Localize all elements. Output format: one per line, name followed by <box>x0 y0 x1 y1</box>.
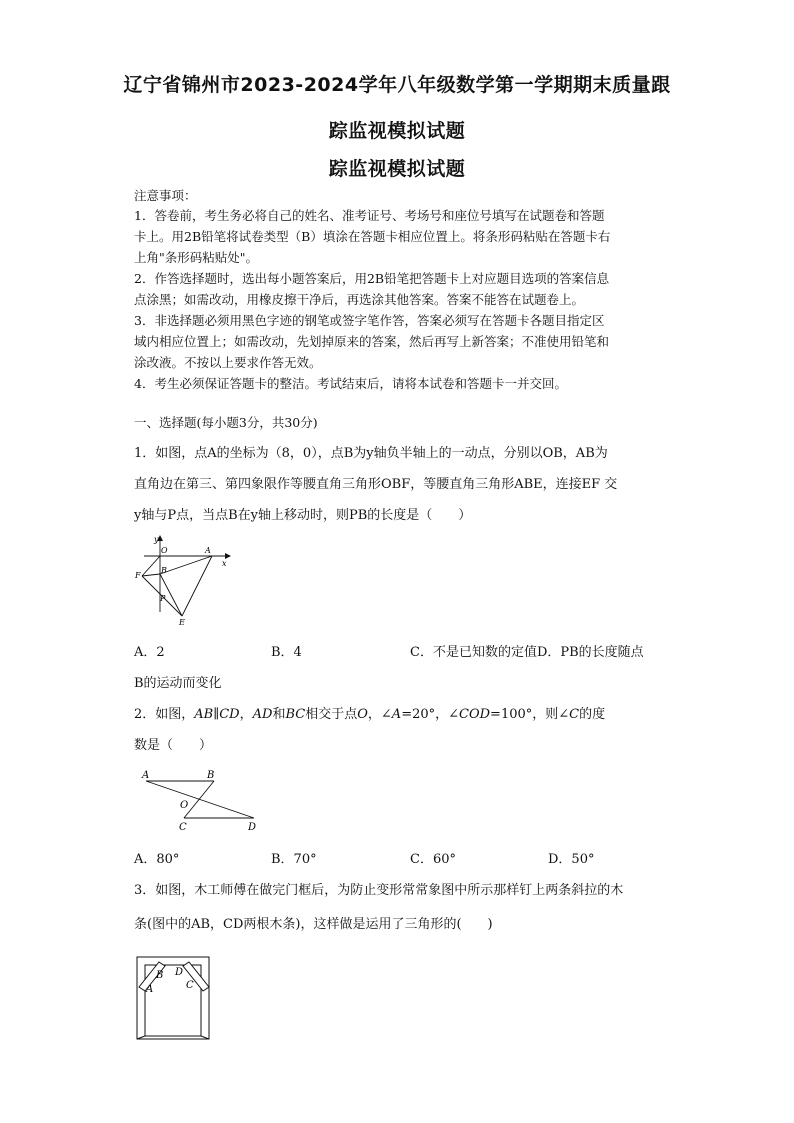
q2-text-line2: 数是（ ） <box>134 738 213 753</box>
q3-door-frame-figure <box>134 954 214 1042</box>
q2-ab-parallel-cd: AB∥CD <box>194 707 240 722</box>
q2-parallel-lines-figure <box>134 768 264 834</box>
q1-text-line: 1．如图，点A的坐标为（8，0），点B为y轴负半轴上的一动点，分别以OB，AB为 <box>134 446 608 461</box>
fig-label-d: D <box>175 967 184 978</box>
q2-text-line1 <box>134 703 674 722</box>
fig-label-c: C <box>179 822 187 833</box>
fig-label-d: D <box>248 822 257 833</box>
fig-label-e: E <box>179 618 185 627</box>
notes-heading: 注意事项： <box>134 188 197 203</box>
q2-text: 和 <box>272 707 286 722</box>
fig-label-c: C <box>186 980 194 991</box>
q2-text: 2．如图， <box>134 707 195 722</box>
notes-line: 域内相应位置上；如需改动，先划掉原来的答案，然后再写上新答案；不准使用铅笔和 <box>134 334 610 349</box>
q1-option-c: C．不是已知数的定值D．PB的长度随点 <box>410 645 644 660</box>
q1-text-line: 直角边在第三、第四象限作等腰直角三角形OBF，等腰直角三角形ABE，连接EF 交 <box>134 477 618 492</box>
q1-option-d-cont: B的运动而变化 <box>134 676 222 691</box>
notes-line: 上角"条形码粘贴处"。 <box>134 250 258 265</box>
q3-text-line: 条(图中的AB，CD两根木条)，这样做是运用了三角形的( ) <box>134 917 493 932</box>
notes-line: 4．考生必须保证答题卡的整洁。考试结束后，请将本试卷和答题卡一并交回。 <box>134 376 567 391</box>
notes-line: 涂改液。不按以上要求作答无效。 <box>134 355 322 370</box>
exam-title-line2: 踪监视模拟试题 <box>328 120 466 142</box>
notes-line: 3．非选择题必须用黑色字迹的钢笔或签字笔作答，答案必须写在答题卡各题目指定区 <box>134 313 605 328</box>
section-heading: 一、选择题(每小题3分，共30分) <box>134 415 318 430</box>
fig-label-x: x <box>222 559 227 568</box>
q2-a: A <box>391 707 402 722</box>
q2-cod: COD <box>459 707 491 722</box>
notes-line: 1．答卷前，考生务必将自己的姓名、准考证号、考场号和座位号填写在试题卷和答题 <box>134 208 605 223</box>
q2-option-d: D．50° <box>548 852 595 867</box>
fig-label-b: B <box>161 566 167 575</box>
q2-bc: BC <box>285 707 306 722</box>
q1-option-a: A．2 <box>134 645 165 660</box>
fig-label-b: B <box>207 770 215 781</box>
notes-line: 点涂黑；如需改动，用橡皮擦干净后，再选涂其他答案。答案不能答在试题卷上。 <box>134 292 585 307</box>
fig-label-b: B <box>156 970 164 981</box>
exam-title-line3: 踪监视模拟试题 <box>328 158 466 180</box>
q2-text: 相交于点 <box>305 707 358 722</box>
q2-text: ，∠ <box>367 707 392 722</box>
q2-text: =20°，∠ <box>401 707 460 722</box>
fig-label-o: O <box>180 800 189 811</box>
notes-line: 卡上。用2B铅笔将试卷类型（B）填涂在答题卡相应位置上。将条形码粘贴在答题卡右 <box>134 229 611 244</box>
q2-c: C <box>569 707 580 722</box>
q2-option-c: C．60° <box>410 852 456 867</box>
fig-label-y: y <box>154 535 159 544</box>
q1-coordinate-figure <box>134 532 234 628</box>
fig-label-a: A <box>146 984 154 995</box>
fig-label-a: A <box>205 546 211 555</box>
exam-title-line1: 辽宁省锦州市2023-2024学年八年级数学第一学期期末质量跟 <box>123 74 671 96</box>
q2-option-b: B．70° <box>271 852 317 867</box>
q1-text-line: y轴与P点，当点B在y轴上移动时，则PB的长度是（ ） <box>134 508 472 523</box>
q2-text: ， <box>239 707 253 722</box>
q2-o: O <box>357 707 368 722</box>
q2-text: 的度 <box>579 707 606 722</box>
q1-option-b: B．4 <box>271 645 302 660</box>
fig-label-p: P <box>160 594 166 603</box>
q2-ad: AD <box>252 707 273 722</box>
fig-label-f: F <box>135 571 141 580</box>
q2-option-a: A．80° <box>134 852 180 867</box>
q2-text: =100°，则∠ <box>490 707 570 722</box>
q3-text-line: 3．如图，木工师傅在做完门框后，为防止变形常常象图中所示那样钉上两条斜拉的木 <box>134 883 624 898</box>
fig-label-a: A <box>142 770 150 781</box>
fig-label-o: O <box>161 546 168 555</box>
notes-line: 2．作答选择题时，选出每小题答案后，用2B铅笔把答题卡上对应题目选项的答案信息 <box>134 271 610 286</box>
